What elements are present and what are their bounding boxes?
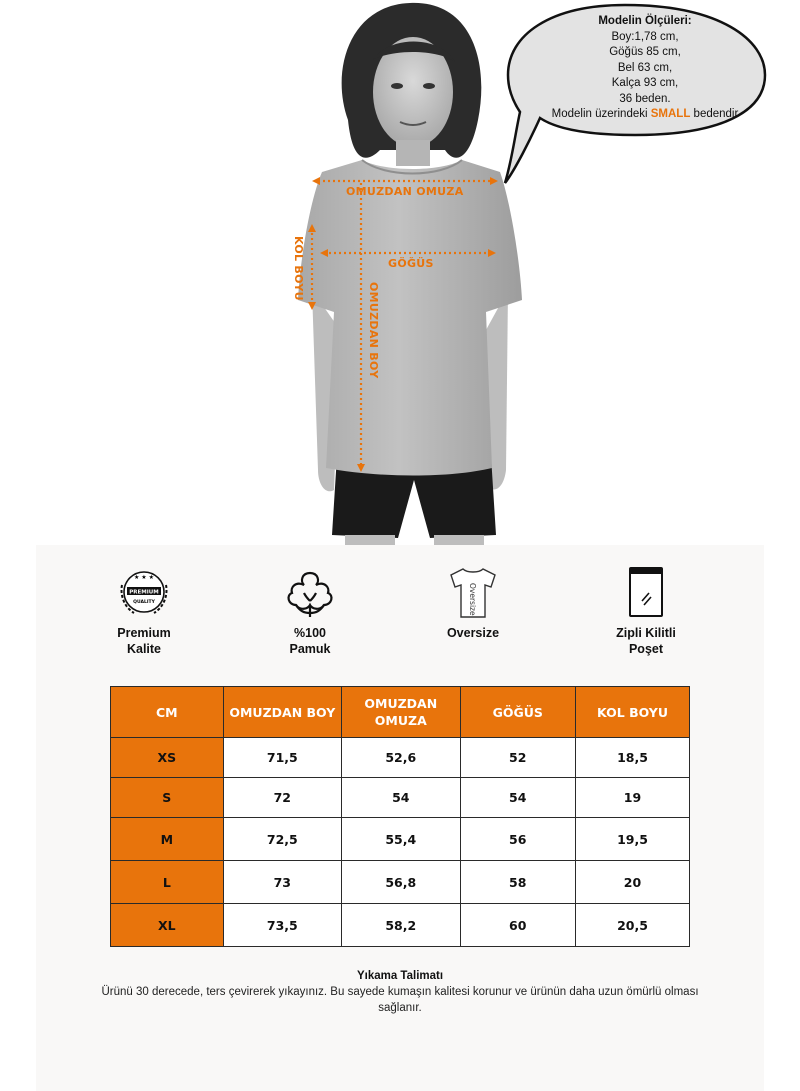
table-cell: 73	[223, 861, 341, 904]
svg-text:PREMIUM: PREMIUM	[129, 589, 159, 596]
table-cell: 72	[223, 778, 341, 818]
table-cell: 55,4	[342, 818, 460, 861]
model-measurements-title: Modelin Ölçüleri:	[598, 15, 692, 27]
t-shirt	[298, 160, 522, 476]
model-wearing-size: Modelin üzerindeki SMALL bedendir	[551, 108, 739, 120]
svg-text:★ ★ ★: ★ ★ ★	[134, 574, 154, 581]
svg-text:QUALITY: QUALITY	[133, 600, 155, 605]
table-cell: 56,8	[342, 861, 460, 904]
size-label-cell: L	[111, 861, 224, 904]
table-cell: 54	[460, 778, 575, 818]
cotton-flower-icon	[250, 565, 370, 619]
table-cell: 20	[575, 861, 689, 904]
table-cell: 19	[575, 778, 689, 818]
model-measure-line: Bel 63 cm,	[617, 61, 673, 74]
model-measure-line: 36 beden.	[619, 92, 671, 105]
table-row	[111, 861, 690, 904]
feature-zip-bag	[586, 565, 706, 657]
table-cell: 18,5	[575, 738, 689, 778]
model-measure-line: Göğüs 85 cm,	[609, 46, 681, 58]
sleeve-measure-label: KOL BOYU	[292, 236, 305, 301]
table-cell: 19,5	[575, 818, 689, 861]
feature-label: Poşet	[628, 642, 664, 656]
column-header: OMUZDAN OMUZA	[342, 687, 460, 738]
table-cell: 72,5	[223, 818, 341, 861]
table-header-row	[111, 687, 690, 738]
wash-title: Yıkama Talimatı	[356, 970, 444, 982]
feature-label: Premium	[117, 626, 171, 640]
table-cell: 71,5	[223, 738, 341, 778]
table-cell: 52	[460, 738, 575, 778]
worn-size-highlight: SMALL	[650, 108, 691, 120]
svg-text:Oversize: Oversize	[468, 583, 477, 616]
feature-oversize	[413, 565, 533, 641]
size-label-cell: M	[111, 818, 224, 861]
size-label-cell: XS	[111, 738, 224, 778]
table-cell: 58,2	[342, 904, 460, 947]
model-measure-line: Kalça 93 cm,	[611, 77, 679, 89]
table-cell: 60	[460, 904, 575, 947]
zip-lock-bag-icon	[586, 565, 706, 619]
column-header: OMUZDAN BOY	[223, 687, 341, 738]
feature-label: Pamuk	[289, 642, 331, 656]
premium-quality-badge-icon	[84, 565, 204, 619]
feature-cotton	[250, 565, 370, 657]
product-photo	[0, 0, 800, 545]
table-cell: 73,5	[223, 904, 341, 947]
table-cell: 58	[460, 861, 575, 904]
table-cell: 56	[460, 818, 575, 861]
oversize-tshirt-icon	[413, 565, 533, 619]
column-header: GÖĞÜS	[460, 687, 575, 738]
feature-premium	[84, 565, 204, 657]
table-row	[111, 778, 690, 818]
column-header: KOL BOYU	[575, 687, 689, 738]
size-chart-table	[110, 686, 690, 947]
chest-measure-label: GÖĞÜS	[388, 257, 434, 270]
feature-label: Oversize	[446, 626, 500, 640]
table-cell: 20,5	[575, 904, 689, 947]
feature-label: Zipli Kilitli	[616, 626, 676, 640]
table-row	[111, 904, 690, 947]
size-label-cell: S	[111, 778, 224, 818]
table-cell: 54	[342, 778, 460, 818]
model-measurements	[520, 14, 770, 123]
model-measure-line: Boy:1,78 cm,	[611, 30, 679, 43]
length-measure-label: OMUZDAN BOY	[367, 282, 380, 379]
table-row	[111, 738, 690, 778]
column-header: CM	[111, 687, 224, 738]
wash-text: Ürünü 30 derecede, ters çevirerek yıkayınız. Bu sayede kumaşın kalitesi korunur ve ürünün daha uzun ömürlü olması sağlanır.	[101, 986, 699, 1014]
feature-label: %100	[294, 626, 326, 640]
table-cell: 52,6	[342, 738, 460, 778]
size-label-cell: XL	[111, 904, 224, 947]
table-row	[111, 818, 690, 861]
shoulder-measure-label: OMUZDAN OMUZA	[346, 185, 464, 198]
wash-instructions	[100, 968, 700, 1016]
feature-label: Kalite	[126, 642, 162, 656]
